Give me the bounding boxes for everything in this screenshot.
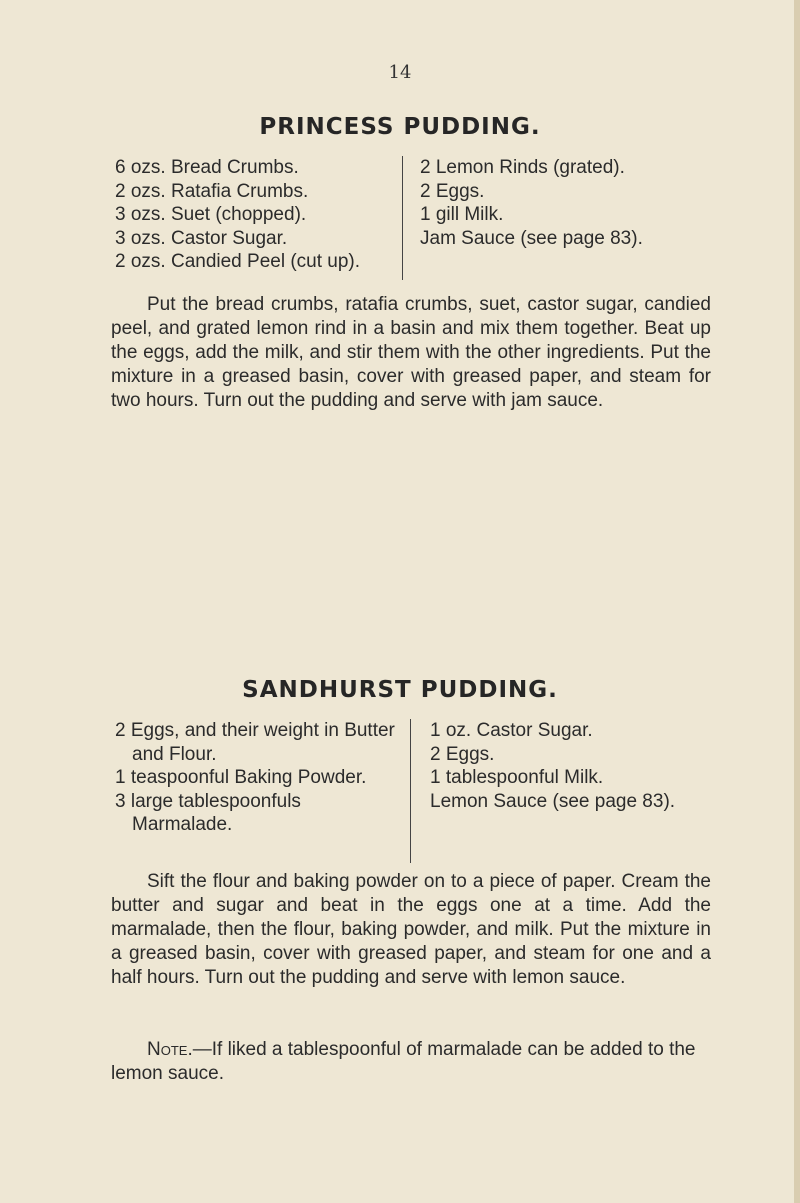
ingredient-item: 2 Lemon Rinds (grated).	[420, 157, 625, 178]
column-divider	[410, 719, 411, 863]
ingredient-item: 6 ozs. Bread Crumbs.	[115, 157, 299, 178]
method-sandhurst: Sift the flour and baking powder on to a piece of paper. Cream the butter and sugar and beat in the eggs one at a time. Add the marmalade, then the flour, baking powder, and milk. Put the mixture in a greased basin, cover with greased paper, and steam for one and a half hours. Turn out the pudding and serve with lemon sauce.	[111, 871, 711, 988]
ingredient-item: 2 Eggs.	[430, 743, 495, 765]
recipe-title-sandhurst-pudding: SANDHURST PUDDING.	[242, 677, 558, 703]
ingredient-item: 3 large tablespoonfuls Marmalade.	[115, 790, 301, 835]
column-divider	[402, 156, 403, 280]
ingredients-right-sandhurst	[430, 719, 700, 813]
ingredients-right-princess	[420, 156, 710, 250]
ingredient-item: Lemon Sauce (see page 83).	[430, 790, 676, 812]
recipe-note	[111, 1038, 711, 1086]
ingredient-item: 1 oz. Castor Sugar.	[430, 720, 593, 741]
ingredient-item: 2 Eggs, and their weight in Butter and Flour.	[115, 720, 395, 765]
note-label: Note.	[147, 1039, 193, 1060]
ingredients-left-sandhurst	[115, 719, 400, 837]
method-princess: Put the bread crumbs, ratafia crumbs, suet, castor sugar, candied peel, and grated lemon rind in a basin and mix them together. Beat up the eggs, add the milk, and stir them with the other ingredients. Put the mixture in a greased basin, cover with greased paper, and steam for two hours. Turn out the pudding and serve with jam sauce.	[111, 294, 711, 411]
ingredient-item: 2 ozs. Ratafia Crumbs.	[115, 180, 309, 202]
ingredient-item: 1 gill Milk.	[420, 204, 504, 225]
ingredient-item: 2 ozs. Candied Peel (cut up).	[115, 251, 361, 272]
ingredient-item: Jam Sauce (see page 83).	[420, 227, 643, 249]
ingredient-item: 3 ozs. Castor Sugar.	[115, 227, 288, 249]
ingredients-left-princess	[115, 156, 400, 274]
note-text: —If liked a tablespoonful of marmalade can be added to the lemon sauce.	[111, 1039, 696, 1084]
ingredient-item: 2 Eggs.	[420, 180, 485, 202]
page-number: 14	[388, 62, 412, 83]
ingredient-item: 3 ozs. Suet (chopped).	[115, 204, 307, 225]
ingredient-item: 1 teaspoonful Baking Powder.	[115, 767, 367, 788]
page-edge	[794, 0, 800, 1203]
recipe-title-princess-pudding: PRINCESS PUDDING.	[259, 114, 541, 140]
ingredient-item: 1 tablespoonful Milk.	[430, 767, 604, 788]
